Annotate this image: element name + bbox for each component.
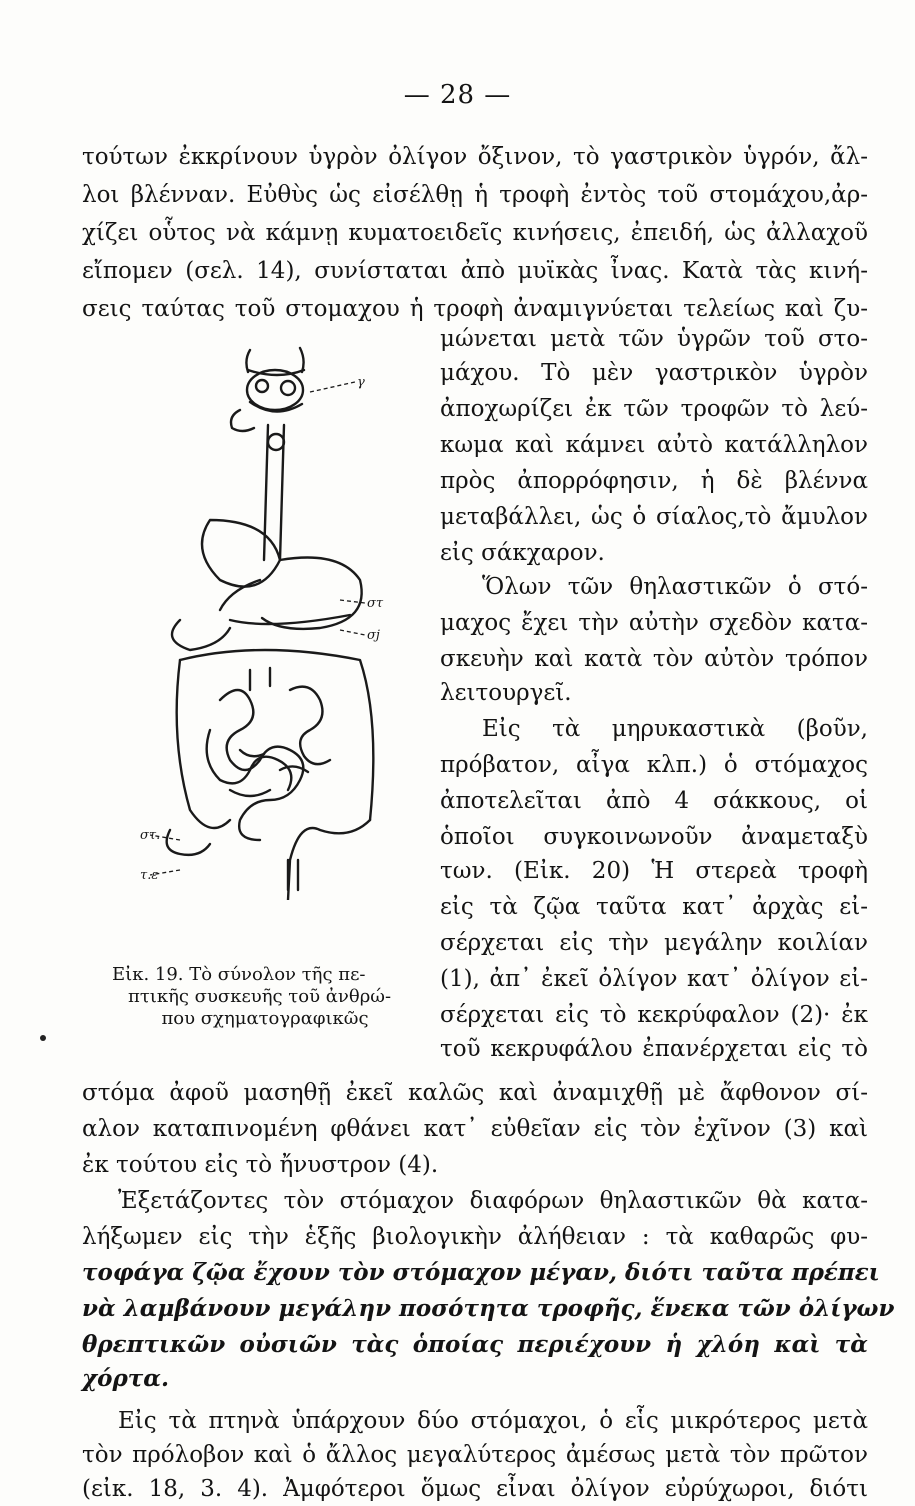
text-line: μαχος ἔχει τὴν αὐτὴν σχεδὸν κατα- bbox=[440, 610, 868, 636]
text-line: ἀποτελεῖται ἀπὸ 4 σάκκους, οἱ bbox=[440, 788, 868, 814]
text-line: Εἰς τὰ μηρυκαστικὰ (βοῦν, bbox=[482, 716, 868, 742]
text-line: τοῦ κεκρυφάλου ἐπανέρχεται εἰς τὸ bbox=[440, 1036, 868, 1062]
text-line: εἰς τὰ ζῷα ταῦτα κατ᾽ ἀρχὰς εἰ- bbox=[440, 894, 868, 920]
digestive-system-figure bbox=[140, 330, 410, 900]
text-line: λοι βλένναν. Εὐθὺς ὡς εἰσέλθῃ ἡ τροφὴ ἐντὸς τοῦ στομάχου,ἀρ- bbox=[82, 182, 868, 208]
text-line: τούτων ἐκκρίνουν ὑγρὸν ὀλίγον ὄξινον, τὸ γαστρικὸν ὑγρόν, ἄλ- bbox=[82, 144, 868, 170]
text-line: ὁποῖοι συγκοινωνοῦν ἀναμεταξὺ bbox=[440, 824, 868, 850]
figure-label: στ bbox=[367, 596, 384, 611]
figure-label: σj bbox=[367, 628, 380, 643]
text-line: σκευὴν καὶ κατὰ τὸν αὐτὸν τρόπον bbox=[440, 646, 868, 672]
text-line: ἐκ τούτου εἰς τὸ ἤνυστρον (4). bbox=[82, 1152, 439, 1178]
caption-line: Εἰκ. 19. Τὸ σύνολον τῆς πε- bbox=[112, 964, 366, 985]
text-line: πρόβατον, αἶγα κλπ.) ὁ στόμαχος bbox=[440, 752, 868, 778]
text-line: εἴπομεν (σελ. 14), συνίσταται ἀπὸ μυϊκὰς ἶνας. Κατὰ τὰς κινή- bbox=[82, 258, 868, 284]
text-line: σέρχεται εἰς τὸ κεκρύφαλον (2)· ἐκ bbox=[440, 1002, 868, 1028]
text-line: στόμα ἀφοῦ μασηθῇ ἐκεῖ καλῶς καὶ ἀναμιχθῇ μὲ ἄφθονον σί- bbox=[82, 1080, 868, 1106]
text-line: ἀποχωρίζει ἐκ τῶν τροφῶν τὸ λεύ- bbox=[440, 396, 868, 422]
text-line: Ὅλων τῶν θηλαστικῶν ὁ στό- bbox=[482, 574, 868, 600]
text-line: μώνεται μετὰ τῶν ὑγρῶν τοῦ στο- bbox=[440, 326, 868, 352]
figure-caption bbox=[100, 964, 430, 1030]
figure-label: γ bbox=[357, 375, 365, 390]
figure-label: τ.ε bbox=[140, 868, 159, 883]
text-line: θρεπτικῶν οὐσιῶν τὰς ὁποίας περιέχουν ἡ χλόη καὶ τὰ bbox=[82, 1331, 868, 1358]
text-line: νὰ λαμβάνουν μεγάλην ποσότητα τροφῆς, ἕνεκα τῶν ὀλίγων bbox=[82, 1295, 895, 1322]
text-line: τοφάγα ζῷα ἔχουν τὸν στόμαχον μέγαν, διότι ταῦτα πρέπει bbox=[82, 1259, 880, 1286]
text-line: των. (Εἰκ. 20) Ἡ στερεὰ τροφὴ bbox=[440, 858, 868, 884]
text-line: χόρτα. bbox=[82, 1365, 169, 1392]
figure-label: στ. bbox=[140, 828, 161, 843]
text-line: τὸν πρόλοβον καὶ ὁ ἄλλος μεγαλύτερος ἀμέσως μετὰ τὸν πρῶτον bbox=[82, 1442, 868, 1468]
text-line: λειτουργεῖ. bbox=[440, 680, 572, 706]
text-line: σέρχεται εἰς τὴν μεγάλην κοιλίαν bbox=[440, 930, 868, 956]
text-line: Εἰς τὰ πτηνὰ ὑπάρχουν δύο στόμαχοι, ὁ εἷς μικρότερος μετὰ bbox=[118, 1408, 868, 1434]
text-line: (εἰκ. 18, 3. 4). Ἀμφότεροι ὅμως εἶναι ὀλίγον εὐρύχωροι, διότι bbox=[82, 1476, 868, 1502]
text-line: λήξωμεν εἰς τὴν ἑξῆς βιολογικὴν ἀλήθειαν : τὰ καθαρῶς φυ- bbox=[82, 1224, 868, 1250]
text-line: αλον καταπινομένη φθάνει κατ᾽ εὐθεῖαν εἰς τὸν ἐχῖνον (3) καὶ bbox=[82, 1116, 868, 1142]
text-line: χίζει οὗτος νὰ κάμνῃ κυματοειδεῖς κινήσεις, ἐπειδή, ὡς ἀλλαχοῦ bbox=[82, 220, 868, 246]
text-line: μεταβάλλει, ὡς ὁ σίαλος,τὸ ἄμυλον bbox=[440, 504, 868, 530]
caption-line: που σχηματογραφικῶς bbox=[161, 1008, 369, 1029]
text-line: σεις ταύτας τοῦ στομαχου ἡ τροφὴ ἀναμιγνύεται τελείως καὶ ζυ- bbox=[82, 296, 868, 322]
text-line: εἰς σάκχαρον. bbox=[440, 540, 605, 566]
text-line: Ἐξετάζοντες τὸν στόμαχον διαφόρων θηλαστικῶν θὰ κατα- bbox=[118, 1188, 868, 1214]
caption-line: πτικῆς συσκευῆς τοῦ ἀνθρώ- bbox=[128, 986, 392, 1007]
text-line: μάχου. Τὸ μὲν γαστρικὸν ὑγρὸν bbox=[440, 360, 868, 386]
page-number: — 28 — bbox=[403, 80, 512, 110]
margin-dot bbox=[40, 1035, 46, 1041]
text-line: πρὸς ἀπορρόφησιν, ἡ δὲ βλέννα bbox=[440, 468, 868, 494]
text-line: (1), ἀπ᾽ ἐκεῖ ὀλίγον κατ᾽ ὀλίγον εἰ- bbox=[440, 966, 868, 992]
text-line: κωμα καὶ κάμνει αὐτὸ κατάλληλον bbox=[440, 432, 868, 458]
